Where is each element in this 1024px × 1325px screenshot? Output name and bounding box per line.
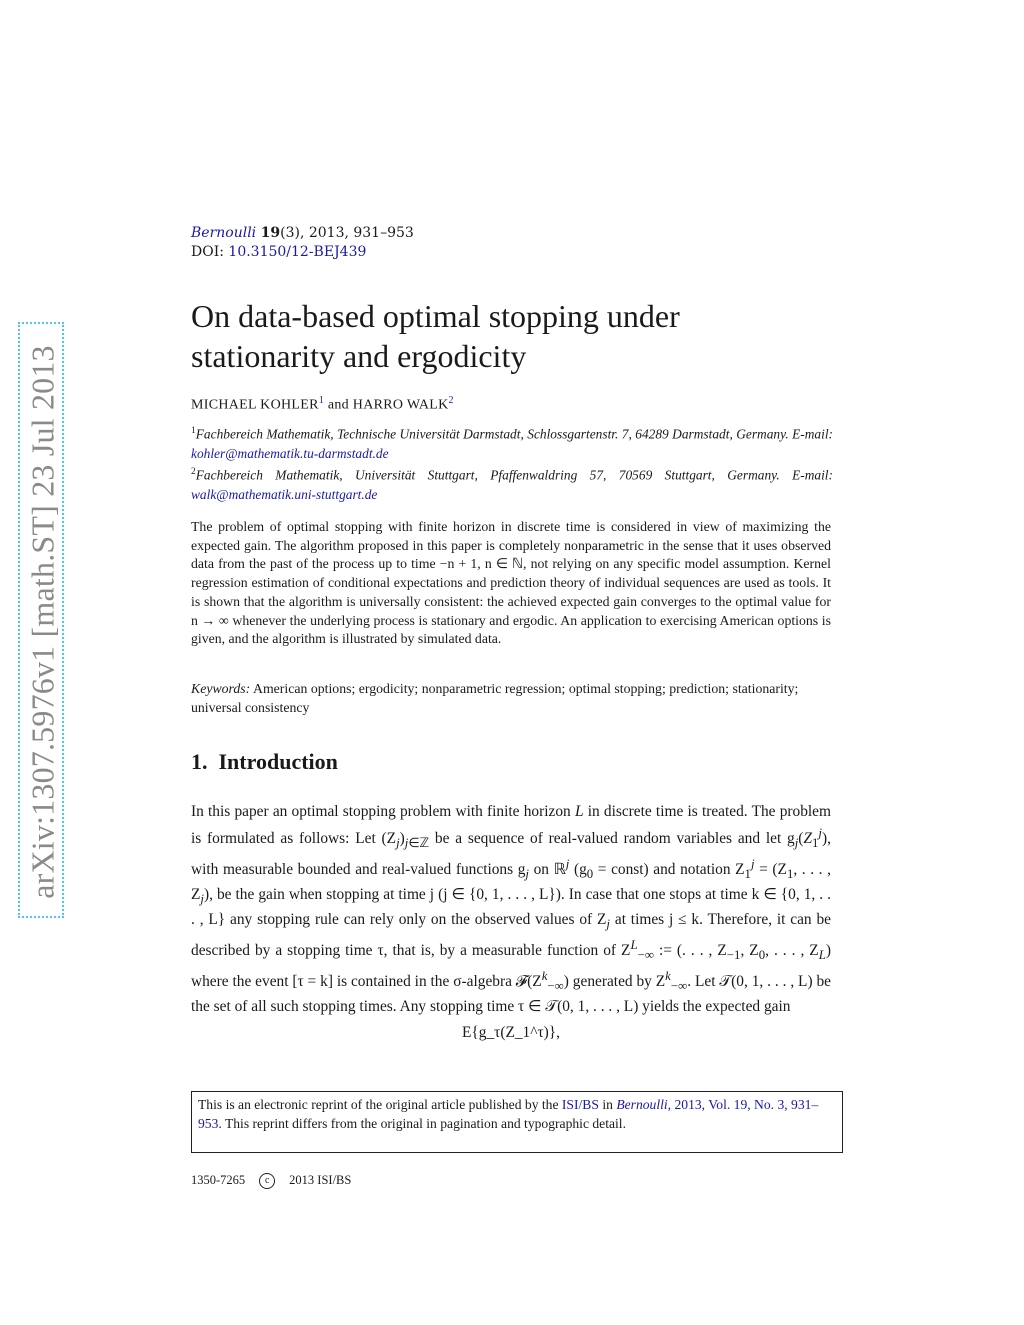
copyright-text: 2013 ISI/BS [289,1173,352,1187]
intro-text: be a sequence of real-valued random variables and let g [434,829,795,847]
reprint-text: This is an electronic reprint of the original article published by the [198,1097,559,1112]
intro-text: , . . . , Z [765,941,819,959]
arxiv-stamp[interactable]: arXiv:1307.5976v1 [math.ST] 23 Jul 2013 [24,345,61,899]
intro-paragraph: In this paper an optimal stopping problem with finite horizon L in discrete time is treated. The problem is formulated as follows: Let $(Z_j)_{j\in ℤ}$ be a sequence of real-valued random variables and let $g_j(Z_1^j)$, with measurable bounded and real-valued functions $g_j$ on ℝ$^j$ ($g_0$ = const) and notation $Z_1^j = (Z_1$, . . . , $Z_j$), be the gain when stopping at time j (j ∈ {0, 1, . . . , L}). In case that one stops at time k ∈ {0, 1, . . . , L} any stopping rule can rely only on the observed values of $Z_j$ at times j ≤ k. Therefore, it can be described by a stopping time τ, that is, by a measurable function of $Z^L_{-\infty}$ := (. . . , $Z_{-1}$, $Z_0$, . . . , $Z_L$) where the event [τ = k] is contained in the σ-algebra $𝓕(Z^k_{-\infty})$ generated by $Z^k_{-\infty}$. Let 𝒯(0, 1, . . . , L) be the set of all such stopping times. Any stopping time τ ∈ 𝒯(0, 1, . . . , L) yields the expected gain [191,803,831,1015]
intro-math: L [574,803,584,820]
affiliations [191,422,833,505]
intro-text: in discrete time is treated. The problem is formulated as follows: Let (Z [191,803,831,847]
copyright-icon: c [259,1173,275,1189]
display-equation: E{g_τ(Z_1^τ)}, [461,1024,561,1041]
intro-text: at times j ≤ k. Therefore, it can be described by a stopping time τ, that is, by a measurable function of Z [191,910,831,959]
journal-header [191,224,414,262]
keywords-label: Keywords: [191,681,251,696]
intro-text: ) where the event [τ = k] is contained in the σ-algebra 𝓕(Z [191,941,831,990]
intro-text: ), be the gain when stopping at time j (j ∈ {0, 1, . . . , L}). In case that one stops at time k ∈ {0, 1, . . . , L} any stopping rule can rely only on the observed values of Z [191,885,831,928]
issn: 1350-7265 [191,1173,246,1187]
paper-title: On data-based optimal stopping under stationarity and ergodicity [191,298,680,374]
page-footer [191,1173,351,1189]
affiliation-item [191,422,833,463]
abstract: The problem of optimal stopping with finite horizon in discrete time is considered in view of maximizing the expected gain. The algorithm proposed in this paper is completely nonparametric in the sense that it uses observed data from the past of the process up to time −n + 1, n ∈ ℕ, not relying on any specific model assumption. Kernel regression estimation of conditional expectations and prediction theory of individual sequences are used as tools. It is shown that the algorithm is universally consistent: the achieved expected gain converges to the optimal value for n → ∞ whenever the underlying process is stationary and ergodic. An application to exercising American options is given, and the algorithm is illustrated by simulated data. [191,519,831,647]
affiliation-ref[interactable]: 2 [448,395,454,406]
intro-text: . Let 𝒯(0, 1, . . . , L) be the set of all such stopping times. Any stopping time τ ∈ 𝒯(0, 1, . . . , L) yields the expected gain [191,972,831,1015]
author-conjunction: and [327,397,349,413]
arxiv-stamp-frame [18,322,64,918]
intro-text: In this paper an optimal stopping problem with finite horizon [191,803,571,820]
author-line [191,395,454,414]
keywords [191,680,831,717]
journal-volume: 19 [260,225,281,241]
doi-link[interactable]: 10.3150/12-BEJ439 [228,244,367,260]
email-link[interactable]: kohler@mathematik.tu-darmstadt.de [191,445,389,461]
section-number: 1. [191,749,208,774]
journal-citation [191,224,414,243]
email-link[interactable]: walk@mathematik.uni-stuttgart.de [191,487,378,503]
author-name: HARRO WALK [352,397,449,413]
intro-text: ), with measurable bounded and real-valued functions g [191,829,831,878]
intro-text: = (Z [759,860,787,878]
section-heading [191,749,338,775]
reprint-notice [191,1091,843,1153]
bernoulli-link[interactable]: Bernoulli, [616,1097,672,1112]
journal-name-link[interactable]: Bernoulli [191,225,257,241]
affiliation-ref[interactable]: 1 [318,395,325,406]
author-name: MICHAEL KOHLER [191,397,319,413]
citation-link[interactable]: 2013, Vol. 19, No. 3, 931–953 [198,1097,819,1131]
affiliation-item [191,463,833,504]
intro-text: ) generated by Z [563,972,666,990]
intro-text: , Z [740,941,759,959]
intro-text: = const) and notation Z [597,860,745,878]
intro-text: := (. . . , Z [658,941,727,959]
section-title: Introduction [218,749,338,774]
intro-text: on ℝ [533,860,566,878]
affiliation-number: 2 [191,467,196,478]
affiliation-number: 1 [191,426,196,436]
keywords-text: American options; ergodicity; nonparametric regression; optimal stopping; prediction; stationarity; universal consistency [191,681,799,715]
intro-text: , . . . , Z [191,860,831,903]
affiliation-text: Fachbereich Mathematik, Universität Stuttgart, Pfaffenwaldring 57, 70569 Stuttgart, Germany. E-mail: [195,467,833,483]
affiliation-text: Fachbereich Mathematik, Technische Universität Darmstadt, Schlossgartenstr. 7, 64289 Darmstadt, Germany. E-mail: [195,426,833,442]
doi-line [191,243,414,262]
intro-text: (g [573,860,587,878]
doi-label: DOI: [191,244,224,260]
reprint-text: in [602,1097,613,1112]
journal-issue-pages: (3), 2013, 931–953 [280,225,414,241]
reprint-text: . This reprint differs from the original in pagination and typographic detail. [218,1115,626,1131]
isibs-link[interactable]: ISI/BS [561,1097,599,1112]
